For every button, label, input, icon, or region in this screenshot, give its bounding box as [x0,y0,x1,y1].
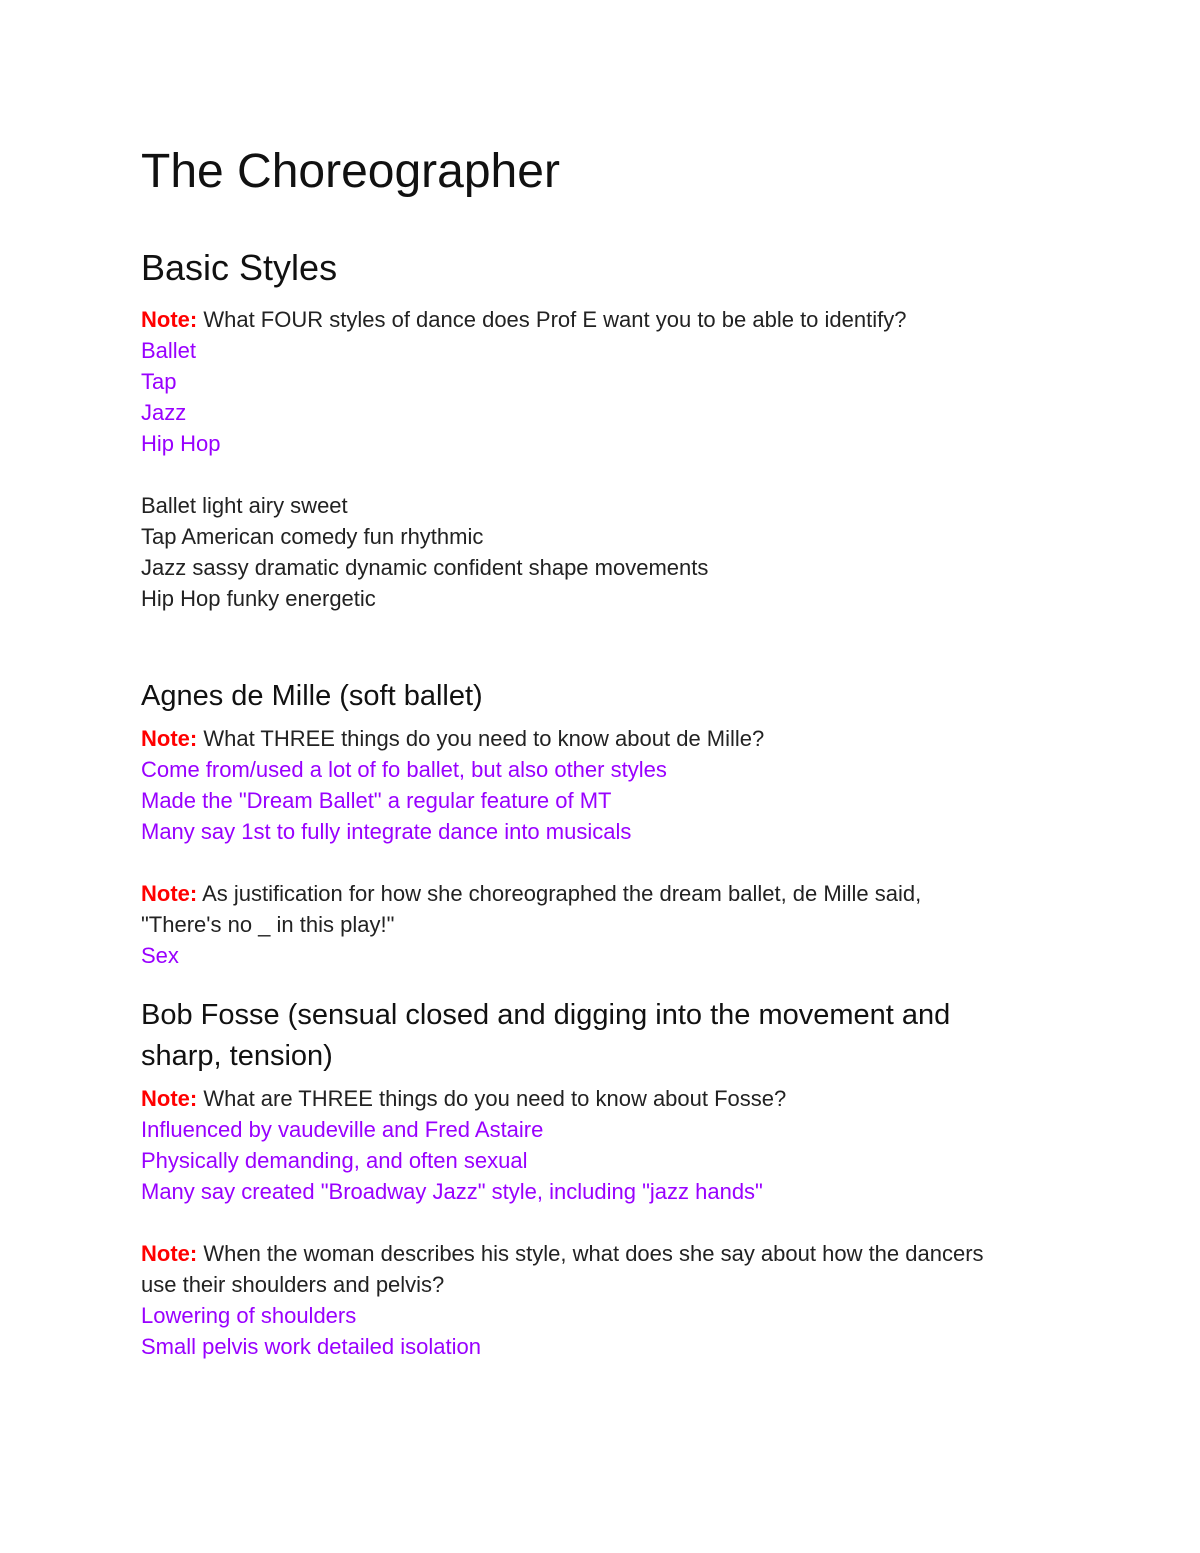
answer-line: Many say 1st to fully integrate dance into musicals [141,819,632,844]
note-question [141,304,1061,335]
document-title: The Choreographer [141,145,560,198]
section-heading-agnes-de-mille: Agnes de Mille (soft ballet) [141,680,483,712]
heading-line: sharp, tension) [141,1040,333,1072]
note-question [141,878,1061,909]
style-description: Hip Hop funky energetic [141,586,376,611]
note-text-continued: use their shoulders and pelvis? [141,1272,445,1297]
note-question [141,723,1061,754]
note-text: What THREE things do you need to know about de Mille? [197,726,765,751]
note-label: Note: [141,1086,198,1111]
answer-line: Sex [141,943,179,968]
style-description: Jazz sassy dramatic dynamic confident shape movements [141,555,709,580]
note-text: As justification for how she choreographed the dream ballet, de Mille said, [197,881,922,906]
answer-line: Influenced by vaudeville and Fred Astaire [141,1117,544,1142]
answer-line: Made the "Dream Ballet" a regular feature of MT [141,788,612,813]
note-text: When the woman describes his style, what does she say about how the dancers [197,1241,984,1266]
note-label: Note: [141,881,198,906]
answer-line: Come from/used a lot of fo ballet, but also other styles [141,757,667,782]
section-heading-basic-styles: Basic Styles [141,247,338,288]
note-text: What are THREE things do you need to know about Fosse? [197,1086,787,1111]
answer-line: Hip Hop [141,431,221,456]
note-label: Note: [141,726,198,751]
style-description: Tap American comedy fun rhythmic [141,524,484,549]
note-question [141,1083,1061,1114]
note-label: Note: [141,307,198,332]
answer-line: Physically demanding, and often sexual [141,1148,528,1173]
note-text-continued: "There's no _ in this play!" [141,912,395,937]
style-description: Ballet light airy sweet [141,493,348,518]
answer-line: Tap [141,369,177,394]
answer-line: Small pelvis work detailed isolation [141,1334,481,1359]
note-label: Note: [141,1241,198,1266]
heading-line: Bob Fosse (sensual closed and digging into the movement and [141,999,951,1031]
answer-line: Ballet [141,338,197,363]
answer-line: Jazz [141,400,187,425]
document-page [141,142,1061,1362]
note-question [141,1238,1061,1269]
answer-line: Lowering of shoulders [141,1303,357,1328]
answer-line: Many say created "Broadway Jazz" style, including "jazz hands" [141,1179,763,1204]
note-text: What FOUR styles of dance does Prof E want you to be able to identify? [197,307,907,332]
section-heading-bob-fosse [141,995,1061,1077]
